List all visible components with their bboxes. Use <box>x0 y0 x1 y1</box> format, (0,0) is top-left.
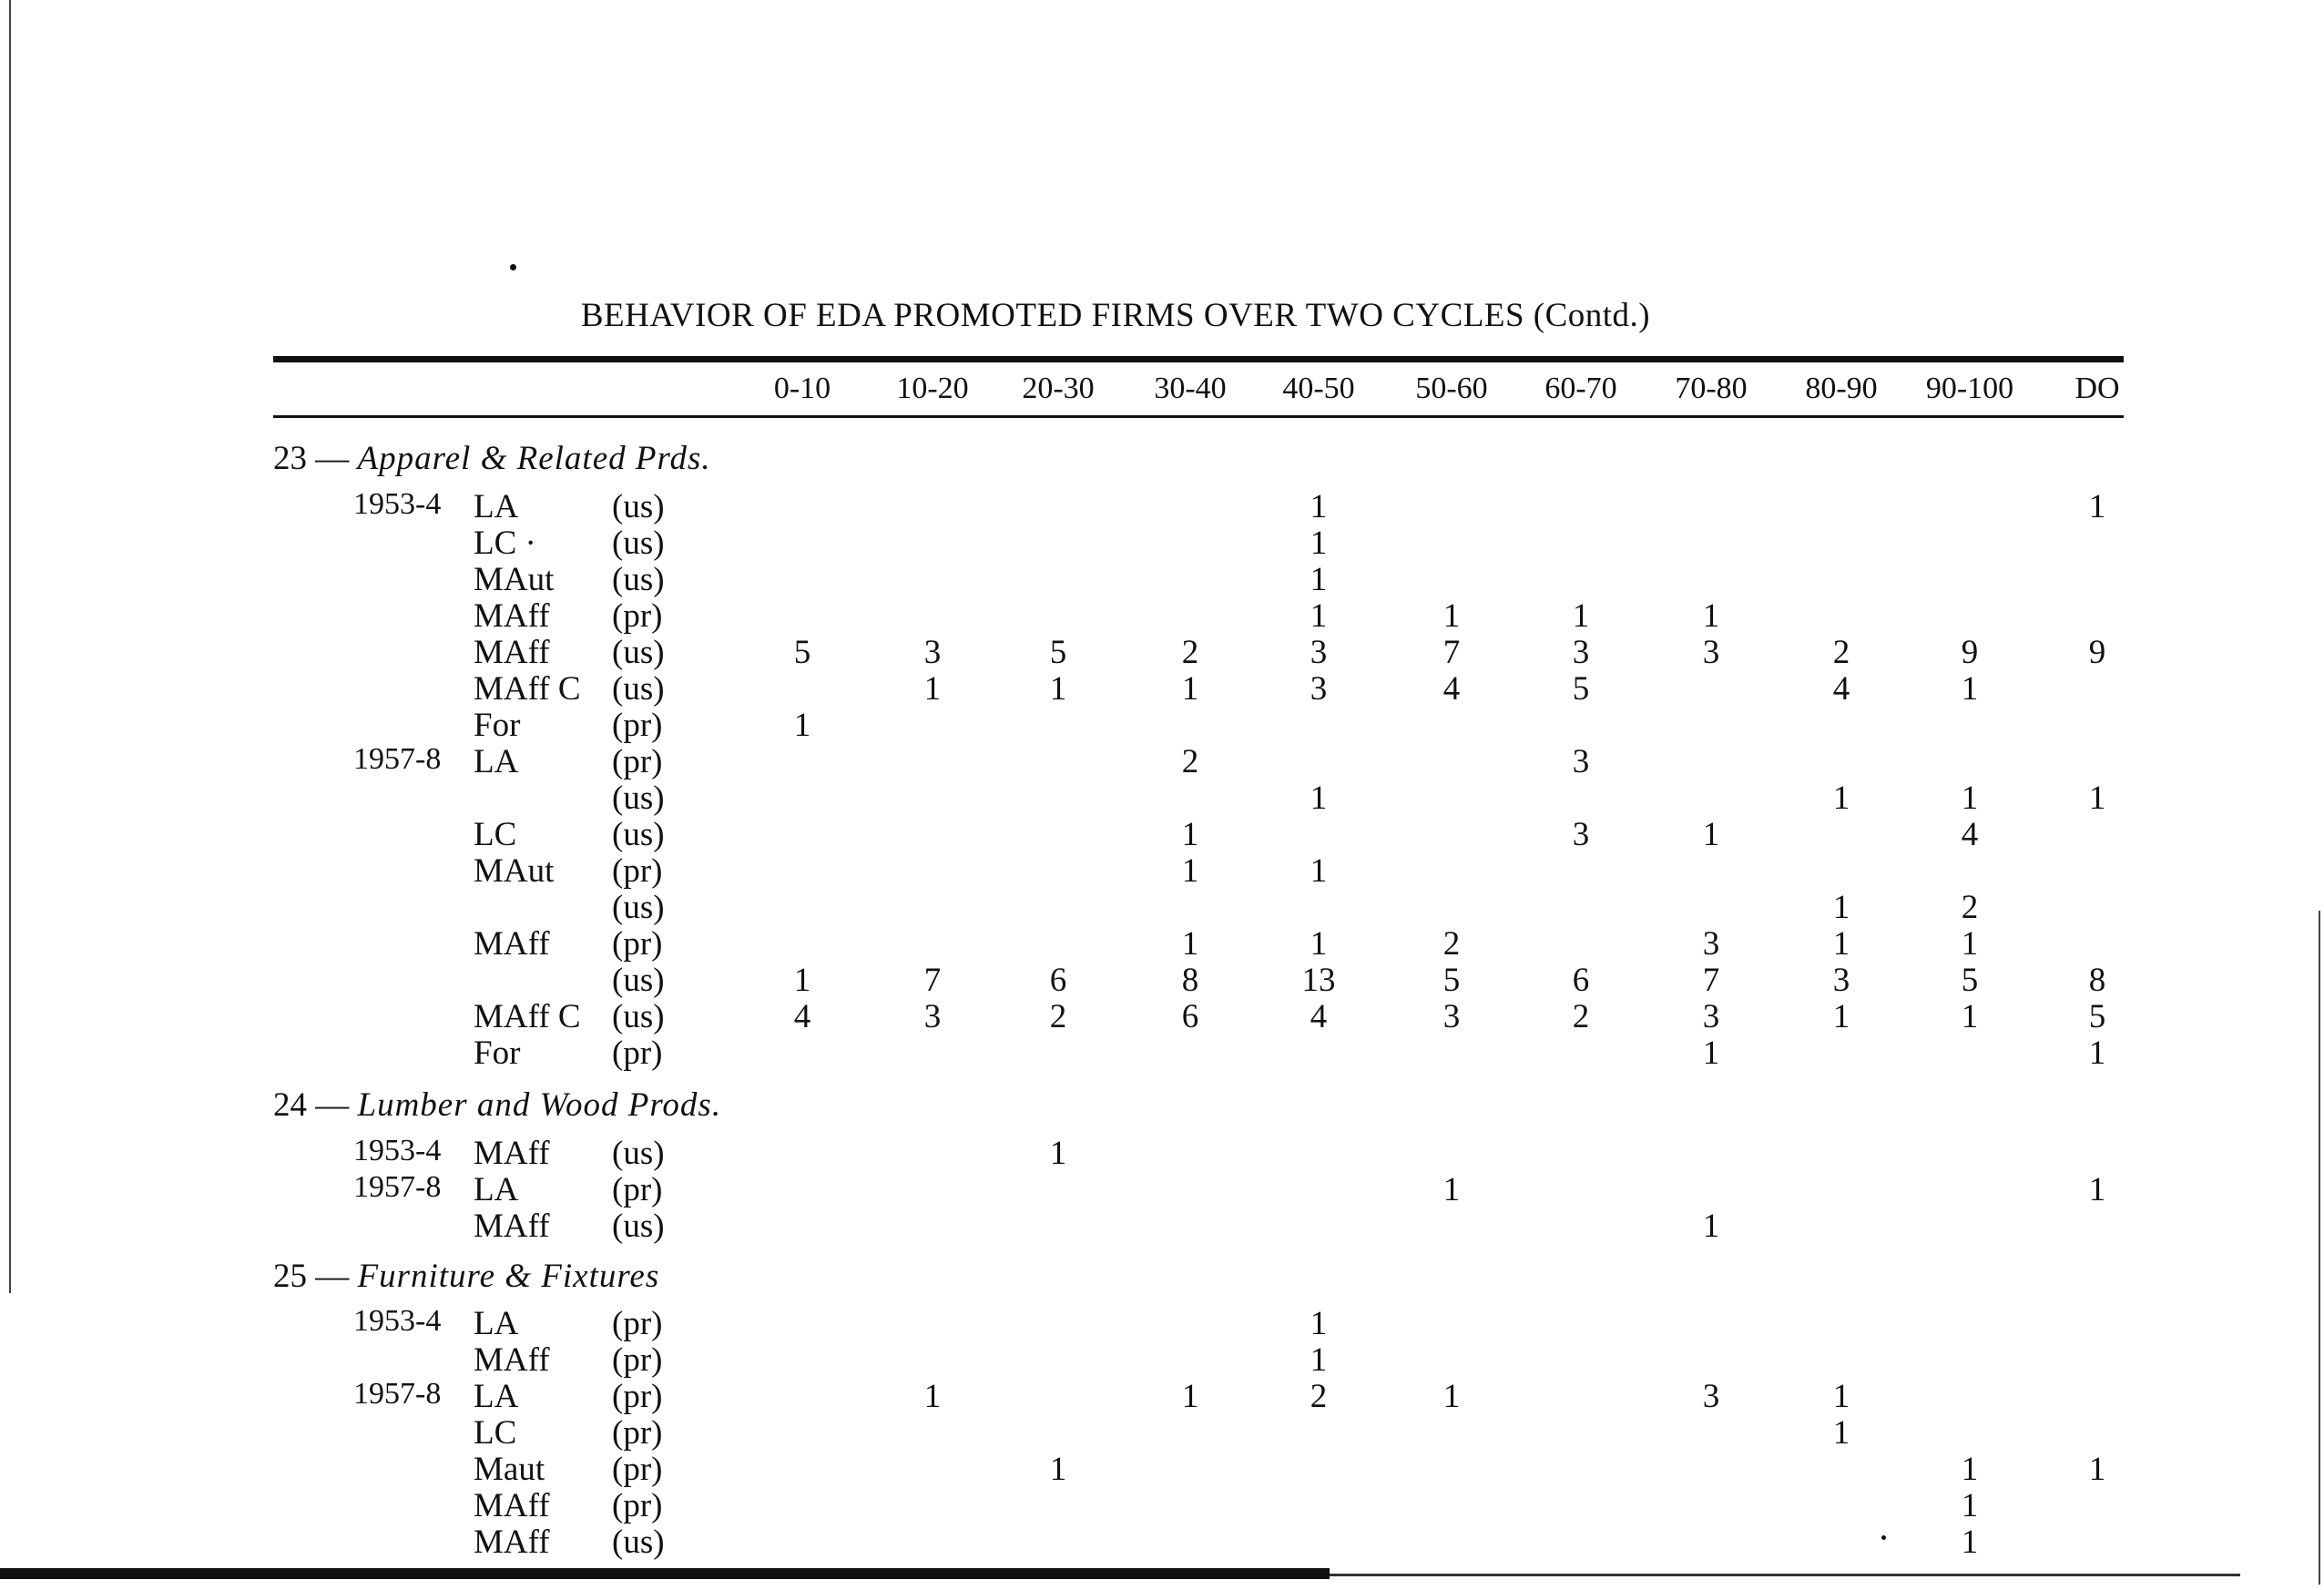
table-cell: 5 <box>1049 634 1067 671</box>
table-row <box>0 961 2324 997</box>
table-cell: 1 <box>2088 780 2106 817</box>
row-ownership: (us) <box>612 488 665 525</box>
table-cell: 1 <box>2088 1171 2106 1208</box>
row-ownership: (us) <box>612 1135 665 1172</box>
page-bottom-edge <box>0 1568 1330 1579</box>
row-ownership: (us) <box>612 962 665 999</box>
table-row <box>0 742 2324 779</box>
table-cell: 1 <box>923 1378 942 1415</box>
table-cell: 4 <box>793 998 811 1035</box>
row-ownership: (us) <box>612 634 665 671</box>
row-ownership: (us) <box>612 525 665 562</box>
column-header: 80-90 <box>1805 372 1878 405</box>
table-cell: 3 <box>1702 998 1720 1035</box>
table-cell: 5 <box>1572 670 1590 708</box>
row-agency: For <box>474 1035 521 1072</box>
column-header: 10-20 <box>896 372 969 405</box>
column-header: DO <box>2074 372 2120 405</box>
row-ownership: (pr) <box>612 743 663 780</box>
table-cell: 3 <box>1832 962 1850 999</box>
table-top-rule <box>273 356 2124 362</box>
row-agency: LA <box>474 1171 519 1208</box>
table-row <box>0 1134 2324 1170</box>
row-ownership: (pr) <box>612 852 663 890</box>
table-cell: 4 <box>1832 670 1850 708</box>
row-agency: LC <box>474 816 517 853</box>
table-cell: 1 <box>1832 889 1850 926</box>
table-row <box>0 779 2324 815</box>
row-ownership: (pr) <box>612 925 663 963</box>
table-row <box>0 524 2324 560</box>
table-row <box>0 1486 2324 1523</box>
table-cell: 8 <box>1181 962 1199 999</box>
table-cell: 3 <box>1702 925 1720 963</box>
row-agency: For <box>474 707 521 744</box>
table-cell: 1 <box>1961 1451 1979 1488</box>
table-cell: 1 <box>1961 780 1979 817</box>
table-cell: 1 <box>1961 1524 1979 1561</box>
table-cell: 5 <box>793 634 811 671</box>
row-agency: MAff <box>474 1135 550 1172</box>
table-cell: 6 <box>1049 962 1067 999</box>
table-cell: 7 <box>923 962 942 999</box>
table-header-rule <box>273 415 2124 418</box>
table-cell: 7 <box>1702 962 1720 999</box>
column-header: 20-30 <box>1022 372 1095 405</box>
table-cell: 2 <box>1442 925 1461 963</box>
row-agency: LA <box>474 743 519 780</box>
table-cell: 1 <box>1310 561 1328 598</box>
table-cell: 4 <box>1961 816 1979 853</box>
table-cell: 1 <box>1572 597 1590 635</box>
column-header: 70-80 <box>1675 372 1748 405</box>
row-agency: LA <box>474 1378 519 1415</box>
table-cell: 1 <box>1181 1378 1199 1415</box>
table-cell: 1 <box>1832 780 1850 817</box>
table-cell: 1 <box>1181 670 1199 708</box>
row-agency: MAff <box>474 1524 550 1561</box>
table-cell: 8 <box>2088 962 2106 999</box>
table-cell: 3 <box>1310 670 1328 708</box>
table-cell: 1 <box>1310 597 1328 635</box>
table-cell: 3 <box>1572 743 1590 780</box>
row-year: 1957-8 <box>353 1170 442 1204</box>
table-row <box>0 1413 2324 1450</box>
table-cell: 1 <box>1702 1208 1720 1245</box>
row-agency: MAff C <box>474 670 581 708</box>
table-row <box>0 596 2324 633</box>
row-agency: Maut <box>474 1451 545 1488</box>
table-title: BEHAVIOR OF EDA PROMOTED FIRMS OVER TWO CYCLES (Contd.) <box>580 297 1651 334</box>
row-ownership: (pr) <box>612 707 663 744</box>
row-year: 1953-4 <box>353 1134 442 1167</box>
table-row <box>0 1170 2324 1207</box>
section-number: 23 — <box>273 440 358 477</box>
row-agency: MAff <box>474 1208 550 1245</box>
table-cell: 1 <box>1310 525 1328 562</box>
table-cell: 5 <box>1961 962 1979 999</box>
table-cell: 2 <box>1049 998 1067 1035</box>
table-cell: 7 <box>1442 634 1461 671</box>
row-agency: MAut <box>474 561 555 598</box>
row-ownership: (us) <box>612 1208 665 1245</box>
column-header: 50-60 <box>1415 372 1488 405</box>
row-agency: LA <box>474 1305 519 1342</box>
table-cell: 1 <box>1832 1414 1850 1452</box>
row-agency: MAff <box>474 597 550 635</box>
table-cell: 1 <box>1961 998 1979 1035</box>
table-cell: 1 <box>1961 925 1979 963</box>
table-cell: 2 <box>1832 634 1850 671</box>
column-header: 40-50 <box>1282 372 1355 405</box>
table-cell: 1 <box>2088 1451 2106 1488</box>
table-cell: 1 <box>1310 1305 1328 1342</box>
table-cell: 6 <box>1181 998 1199 1035</box>
row-agency: MAff C <box>474 998 581 1035</box>
row-ownership: (us) <box>612 998 665 1035</box>
table-cell: 1 <box>1049 1451 1067 1488</box>
table-row <box>0 560 2324 596</box>
table-cell: 3 <box>1310 634 1328 671</box>
table-cell: 1 <box>1961 670 1979 708</box>
row-agency: MAff <box>474 1487 550 1524</box>
table-cell: 1 <box>2088 1035 2106 1072</box>
table-cell: 1 <box>923 670 942 708</box>
table-cell: 2 <box>1572 998 1590 1035</box>
table-cell: 1 <box>1702 816 1720 853</box>
table-row <box>0 888 2324 924</box>
section-name: Lumber and Wood Prods. <box>357 1086 722 1124</box>
table-cell: 3 <box>1572 816 1590 853</box>
table-row <box>0 706 2324 742</box>
table-cell: 3 <box>923 998 942 1035</box>
table-cell: 1 <box>1442 597 1461 635</box>
row-agency: LC <box>474 1414 517 1452</box>
table-cell: 5 <box>2088 998 2106 1035</box>
table-cell: 9 <box>2088 634 2106 671</box>
table-cell: 1 <box>1832 1378 1850 1415</box>
column-header: 30-40 <box>1154 372 1227 405</box>
table-row <box>0 1207 2324 1243</box>
table-cell: 4 <box>1310 998 1328 1035</box>
table-cell: 1 <box>1310 780 1328 817</box>
row-year: 1953-4 <box>353 487 442 521</box>
section-number: 25 — <box>273 1258 358 1295</box>
table-cell: 1 <box>1442 1378 1461 1415</box>
section-number: 24 — <box>273 1086 358 1124</box>
table-cell: 1 <box>2088 488 2106 525</box>
row-agency: LC · <box>474 525 536 562</box>
table-cell: 13 <box>1301 962 1336 999</box>
table-row <box>0 487 2324 524</box>
row-ownership: (us) <box>612 1524 665 1561</box>
table-cell: 6 <box>1572 962 1590 999</box>
row-ownership: (pr) <box>612 1487 663 1524</box>
row-ownership: (pr) <box>612 597 663 635</box>
row-agency: LA <box>474 488 519 525</box>
table-cell: 3 <box>1442 998 1461 1035</box>
table-cell: 1 <box>1181 816 1199 853</box>
table-row <box>0 1340 2324 1377</box>
table-row <box>0 851 2324 888</box>
table-row <box>0 997 2324 1034</box>
row-ownership: (pr) <box>612 1414 663 1452</box>
table-cell: 5 <box>1442 962 1461 999</box>
table-cell: 1 <box>1181 852 1199 890</box>
table-row <box>0 1377 2324 1413</box>
table-cell: 1 <box>793 707 811 744</box>
section-heading <box>273 1085 721 1125</box>
table-row <box>0 1523 2324 1559</box>
table-row <box>0 669 2324 706</box>
row-ownership: (us) <box>612 670 665 708</box>
row-ownership: (us) <box>612 780 665 817</box>
row-ownership: (pr) <box>612 1171 663 1208</box>
table-cell: 1 <box>793 962 811 999</box>
table-cell: 1 <box>1832 998 1850 1035</box>
row-agency: MAff <box>474 1341 550 1379</box>
table-cell: 1 <box>1702 1035 1720 1072</box>
section-heading <box>273 1257 659 1296</box>
table-cell: 1 <box>1832 925 1850 963</box>
table-cell: 2 <box>1961 889 1979 926</box>
row-ownership: (pr) <box>612 1378 663 1415</box>
table-row <box>0 1450 2324 1486</box>
table-row <box>0 1034 2324 1070</box>
column-header: 90-100 <box>1925 372 2014 405</box>
row-year: 1957-8 <box>353 742 442 776</box>
table-row <box>0 633 2324 669</box>
ink-speck <box>510 264 516 270</box>
table-cell: 3 <box>1702 1378 1720 1415</box>
table-cell: 1 <box>1310 925 1328 963</box>
row-ownership: (us) <box>612 889 665 926</box>
table-row <box>0 815 2324 851</box>
page-bottom-edge-thin <box>1330 1574 2240 1576</box>
section-heading <box>273 439 711 478</box>
row-agency: MAut <box>474 852 555 890</box>
row-ownership: (pr) <box>612 1305 663 1342</box>
row-agency: MAff <box>474 925 550 963</box>
row-ownership: (pr) <box>612 1035 663 1072</box>
table-cell: 2 <box>1181 634 1199 671</box>
table-cell: 4 <box>1442 670 1461 708</box>
column-header: 0-10 <box>773 372 831 405</box>
column-header: 60-70 <box>1544 372 1617 405</box>
row-ownership: (pr) <box>612 1451 663 1488</box>
row-ownership: (us) <box>612 816 665 853</box>
row-year: 1953-4 <box>353 1304 442 1338</box>
table-cell: 9 <box>1961 634 1979 671</box>
table-row <box>0 924 2324 961</box>
table-row <box>0 1304 2324 1340</box>
table-cell: 1 <box>1442 1171 1461 1208</box>
table-cell: 3 <box>923 634 942 671</box>
section-name: Furniture & Fixtures <box>357 1258 660 1295</box>
table-cell: 1 <box>1310 488 1328 525</box>
table-cell: 2 <box>1310 1378 1328 1415</box>
table-cell: 1 <box>1310 1341 1328 1379</box>
table-cell: 1 <box>1702 597 1720 635</box>
table-cell: 1 <box>1049 670 1067 708</box>
table-cell: 3 <box>1702 634 1720 671</box>
row-ownership: (pr) <box>612 1341 663 1379</box>
table-cell: 1 <box>1310 852 1328 890</box>
row-agency: MAff <box>474 634 550 671</box>
table-cell: 1 <box>1049 1135 1067 1172</box>
row-year: 1957-8 <box>353 1377 442 1411</box>
table-cell: 1 <box>1961 1487 1979 1524</box>
row-ownership: (us) <box>612 561 665 598</box>
table-cell: 1 <box>1181 925 1199 963</box>
table-cell: 2 <box>1181 743 1199 780</box>
section-name: Apparel & Related Prds. <box>357 440 711 477</box>
table-cell: 3 <box>1572 634 1590 671</box>
